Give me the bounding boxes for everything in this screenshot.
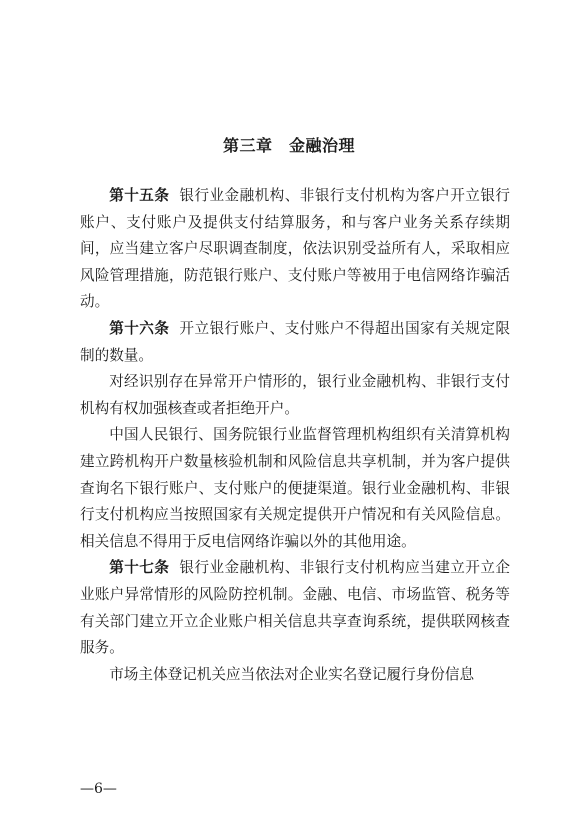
paragraph-text: 对经识别存在异常开户情形的，银行业金融机构、非银行支付机构有权加强核查或者拒绝开户。 (80, 373, 510, 417)
paragraph (80, 422, 510, 555)
article-number: 第十五条 (109, 187, 170, 204)
paragraph (80, 662, 510, 689)
paragraph-text: 银行业金融机构、非银行支付机构应当建立开立企业账户异常情形的风险防控机制。金融、电信、市场监管、税务等有关部门建立开立企业账户相关信息共享查询系统，提供联网核查服务。 (80, 559, 510, 657)
paragraph-text: 银行业金融机构、非银行支付机构为客户开立银行账户、支付账户及提供支付结算服务，和与客户业务关系存续期间，应当建立客户尽职调查制度，依法识别受益所有人，采取相应风险管理措施，防范银行账户、支付账户等被用于电信网络诈骗活动。 (80, 187, 510, 311)
paragraph (80, 369, 510, 422)
article-number: 第十六条 (109, 319, 170, 337)
paragraph-article-17 (80, 555, 510, 661)
page-number: —6— (80, 781, 117, 797)
article-number: 第十七条 (109, 559, 170, 577)
paragraph-article-16 (80, 316, 510, 369)
paragraph-text: 中国人民银行、国务院银行业监督管理机构组织有关清算机构建立跨机构开户数量核验机制和风险信息共享机制，并为客户提供查询名下银行账户、支付账户的便捷渠道。银行业金融机构、非银行支付机构应当按照国家有关规定提供开户情况和有关风险信息。相关信息不得用于反电信网络诈骗以外的其他用途。 (80, 426, 510, 550)
document-body (80, 183, 510, 688)
paragraph-text: 开立银行账户、支付账户不得超出国家有关规定限制的数量。 (80, 319, 510, 364)
chapter-title: 第三章 金融治理 (222, 136, 355, 155)
paragraph-text: 市场主体登记机关应当依法对企业实名登记履行身份信息 (109, 665, 475, 683)
paragraph-article-15 (80, 183, 510, 316)
